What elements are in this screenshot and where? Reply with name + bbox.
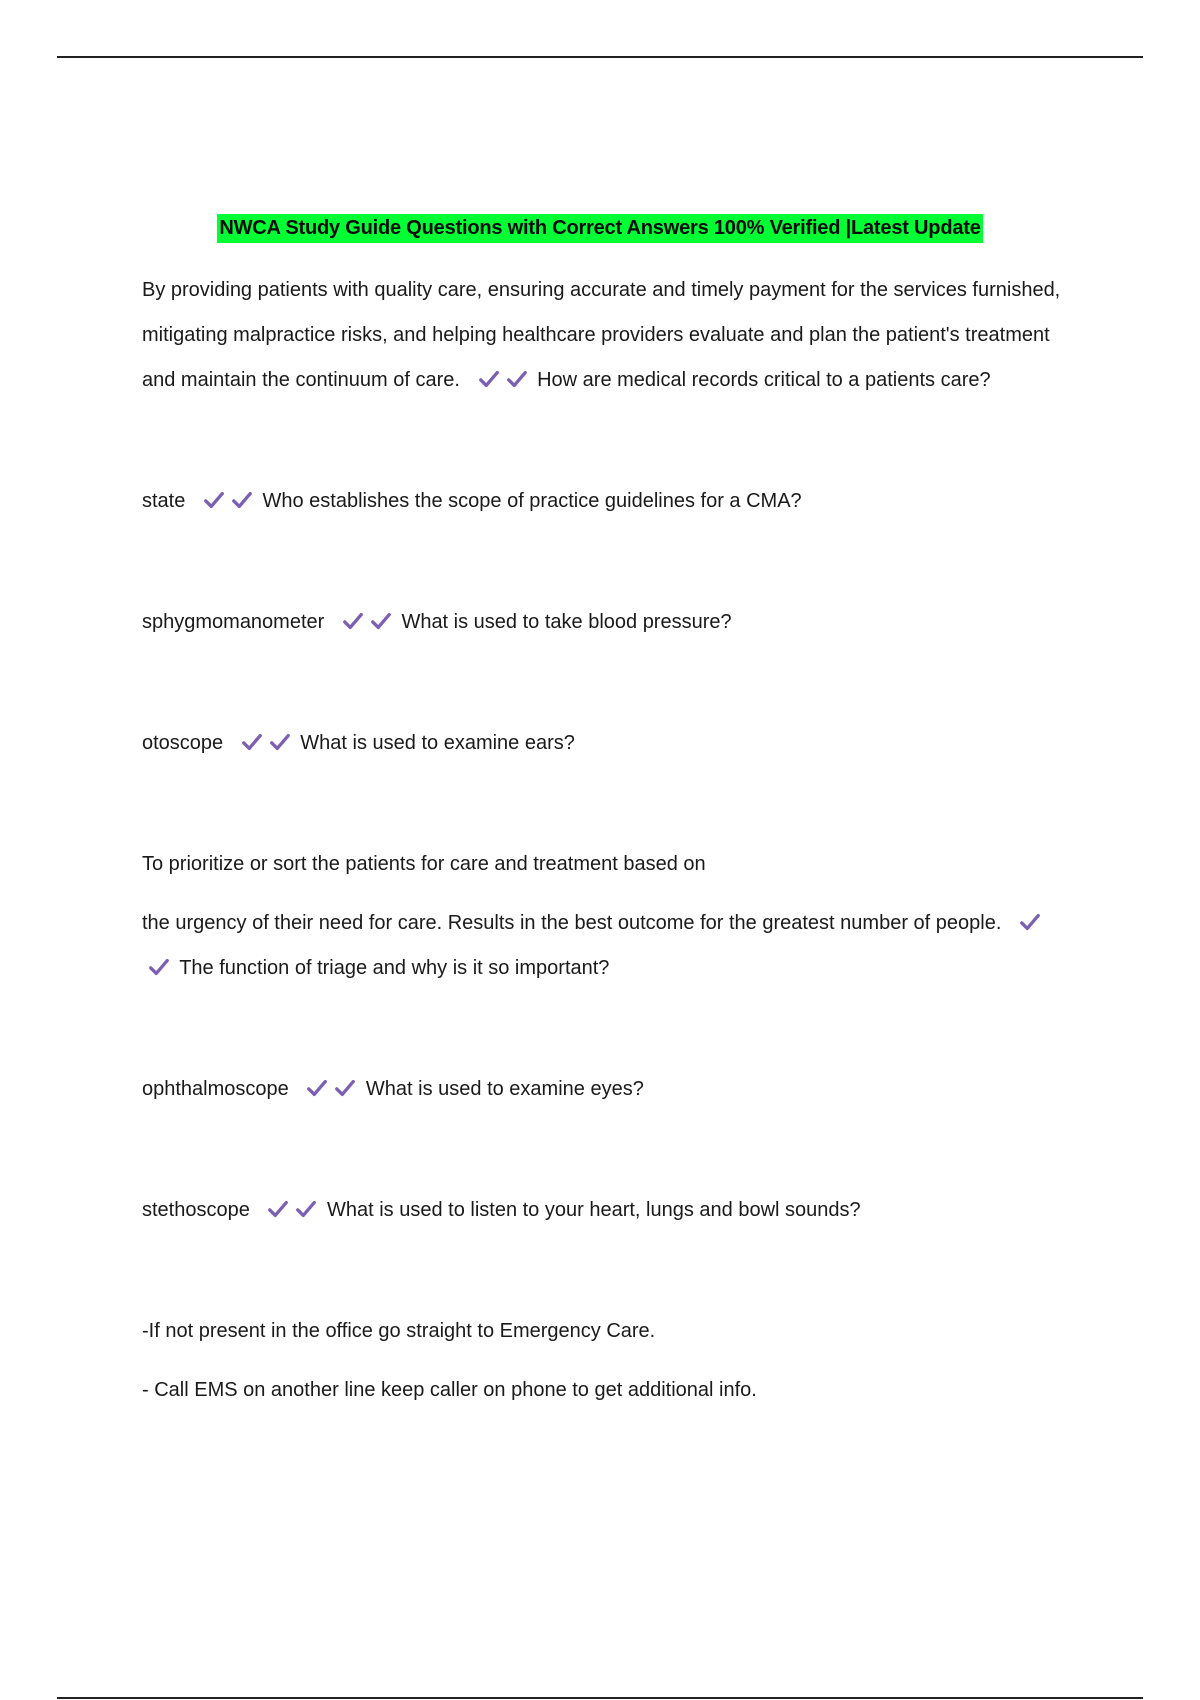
qa-entry [142, 721, 1062, 766]
double-check-icon [261, 1199, 317, 1221]
check-icon [334, 1077, 356, 1099]
check-icon [148, 956, 170, 978]
document-title: NWCA Study Guide Questions with Correct Answers 100% Verified |Latest Update [217, 214, 982, 243]
trailing-line: -If not present in the office go straight to Emergency Care. [142, 1320, 656, 1342]
answer-text: otoscope [142, 732, 224, 754]
check-icon [342, 610, 364, 632]
answer-text: By providing patients with quality care, ensuring accurate and timely payment for the services furnished, mitigating malpractice risks, and helping healthcare providers evaluate and plan the patient's treatment and maintain the continuum of care. [142, 279, 1061, 391]
check-icon [370, 610, 392, 632]
question-text: The function of triage and why is it so important? [179, 957, 610, 979]
double-check-icon [472, 369, 528, 391]
qa-entry [142, 901, 1062, 991]
qa-entry [142, 1188, 1062, 1233]
check-icon [203, 489, 225, 511]
double-check-icon [235, 732, 291, 754]
check-icon [478, 368, 500, 390]
answer-text: ophthalmoscope [142, 1078, 289, 1100]
qa-entry [142, 268, 1062, 403]
question-text: What is used to take blood pressure? [401, 611, 732, 633]
question-text: Who establishes the scope of practice guidelines for a CMA? [262, 490, 802, 512]
double-check-icon [197, 490, 253, 512]
check-icon [306, 1077, 328, 1099]
qa-entry [142, 1067, 1062, 1112]
title-container [0, 214, 1200, 243]
check-icon [241, 731, 263, 753]
question-text: How are medical records critical to a patients care? [537, 369, 991, 391]
answer-text-line1: To prioritize or sort the patients for care and treatment based on [142, 853, 706, 875]
qa-entry [142, 600, 1062, 645]
trailing-line: - Call EMS on another line keep caller on phone to get additional info. [142, 1379, 757, 1401]
answer-text: stethoscope [142, 1199, 250, 1221]
double-check-icon [336, 611, 392, 633]
check-icon [231, 489, 253, 511]
double-check-icon [300, 1078, 356, 1100]
answer-text: state [142, 490, 186, 512]
document-body [142, 268, 1062, 1413]
qa-entry [142, 479, 1062, 524]
check-icon [269, 731, 291, 753]
answer-text: the urgency of their need for care. Results in the best outcome for the greatest number of people. [142, 912, 1002, 934]
qa-entry-line [142, 842, 1062, 887]
top-rule [57, 56, 1143, 58]
answer-text: sphygmomanometer [142, 611, 325, 633]
question-text: What is used to examine ears? [300, 732, 575, 754]
bottom-rule [57, 1697, 1143, 1699]
check-icon [1019, 911, 1041, 933]
question-text: What is used to listen to your heart, lungs and bowl sounds? [326, 1199, 861, 1221]
check-icon [506, 368, 528, 390]
question-text: What is used to examine eyes? [365, 1078, 644, 1100]
check-icon [267, 1198, 289, 1220]
check-icon [295, 1198, 317, 1220]
